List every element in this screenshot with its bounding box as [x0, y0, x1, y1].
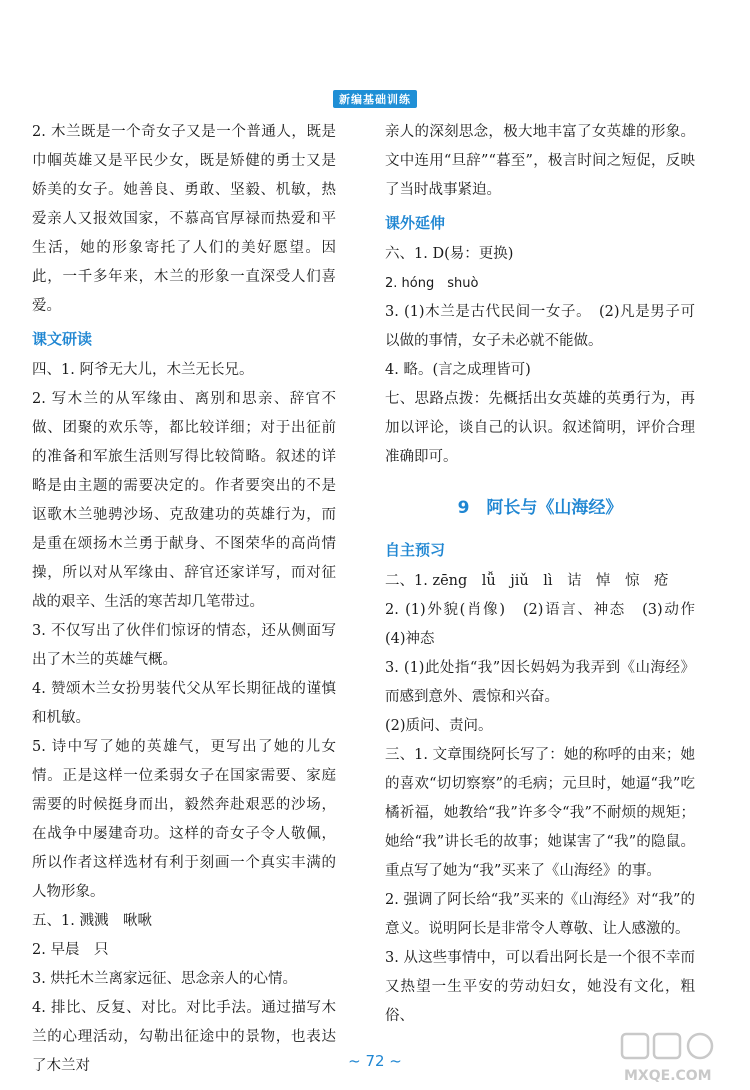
section-heading-zizhu-yuxi: 自主预习: [385, 541, 446, 559]
paragraph: 六、1. D(易：更换): [385, 246, 514, 262]
paragraph: 3. 从这些事情中，可以看出阿长是一个很不幸而又热望一生平安的劳动妇女，她没有文化，粗俗、: [385, 950, 695, 1024]
paragraph: 四、1. 阿爷无大儿，木兰无长兄。: [32, 362, 254, 378]
header-title: 新编基础训练: [333, 90, 417, 108]
running-header: [0, 88, 750, 108]
paragraph: (2)质问、责问。: [385, 718, 493, 734]
watermark-logo: [618, 1030, 746, 1086]
right-column: [385, 118, 710, 1031]
paragraph: 3. 不仅写出了伙伴们惊讶的情态，还从侧面写出了木兰的英雄气概。: [32, 623, 336, 668]
paragraph: 七、思路点拨：先概括出女英雄的英勇行为，再加以评论，谈自己的认识。叙述简明，评价合理准确即可。: [385, 391, 695, 465]
paragraph: 3. (1)此处指“我”因长妈妈为我弄到《山海经》而感到意外、震惊和兴奋。: [385, 660, 695, 705]
paragraph: 3. (1)木兰是古代民间一女子。 (2)凡是男子可以做的事情，女子未必就不能做。: [385, 304, 695, 349]
paragraph: 3. 烘托木兰离家远征、思念亲人的心情。: [32, 971, 297, 987]
page-number: ~ 72 ~: [348, 1052, 402, 1070]
section-heading-kewai-yanshen: 课外延伸: [385, 214, 446, 232]
paragraph: 5. 诗中写了她的英雄气，更写出了她的儿女情。正是这样一位柔弱女子在国家需要、家庭需要的时候挺身而出，毅然奔赴艰恶的沙场，在战争中屡建奇功。这样的奇女子令人敬佩，所以作者这样选材有利于刻画一个真实丰满的人物形象。: [32, 739, 336, 900]
paragraph: 2. 早晨 只: [32, 942, 109, 958]
paragraph: 2. 木兰既是一个奇女子又是一个普通人，既是巾帼英雄又是平民少女，既是矫健的勇士又是娇美的女子。她善良、勇敢、坚毅、机敏，热爱亲人又报效国家，不慕高官厚禄而热爱和平生活，她的形象寄托了人们的美好愿望。因此，一千多年来，木兰的形象一直深受人们喜爱。: [32, 124, 336, 314]
paragraph: 亲人的深刻思念，极大地丰富了女英雄的形象。文中连用“旦辞”“暮至”，极言时间之短促，反映了当时战事紧迫。: [385, 124, 695, 198]
paragraph: 三、1. 文章围绕阿长写了：她的称呼的由来；她的喜欢“切切察察”的毛病；元旦时，她逼“我”吃橘祈福，她教给“我”许多令“我”不耐烦的规矩；她给“我”讲长毛的故事；她谋害了“我”的隐鼠。重点写了她为“我”买来了《山海经》的事。: [385, 747, 695, 879]
paragraph: 二、1. zēng lǚ jiǔ lì 诘 悼 惊 疮: [385, 573, 669, 589]
section-heading-kewen-yandu: 课文研读: [32, 330, 93, 348]
paragraph: 4. 略。(言之成理皆可): [385, 362, 531, 378]
paragraph: 2. 写木兰的从军缘由、离别和思亲、辞官不做、团聚的欢乐等，都比较详细；对于出征前的准备和军旅生活则写得比较简略。叙述的详略是由主题的需要决定的。作者要突出的不是讴歌木兰驰骋沙场、克敌建功的英雄行为，而是重在颂扬木兰勇于献身、不图荣华的高尚情操，所以对从军缘由、辞官还家详写，而对征战的艰辛、生活的寒苦却几笔带过。: [32, 391, 336, 610]
paragraph: 4. 赞颂木兰女扮男装代父从军长期征战的谨慎和机敏。: [32, 681, 336, 726]
paragraph-pinyin: 2. hóng shuò: [385, 276, 479, 291]
paragraph: 4. 排比、反复、对比。对比手法。通过描写木兰的心理活动，勾勒出征途中的景物，也表达了木兰对: [32, 1000, 336, 1074]
left-column: [32, 118, 336, 1081]
lesson-title: 9 阿长与《山海经》: [457, 498, 623, 518]
svg-text:MXQE.COM: MXQE.COM: [624, 1068, 712, 1084]
paragraph: 五、1. 溅溅 啾啾: [32, 913, 152, 929]
paragraph: 2. 强调了阿长给“我”买来的《山海经》对“我”的意义。说明阿长是非常令人尊敬、让人感激的。: [385, 892, 695, 937]
paragraph: 2. (1)外貌(肖像) (2)语言、神态 (3)动作 (4)神态: [385, 602, 710, 647]
